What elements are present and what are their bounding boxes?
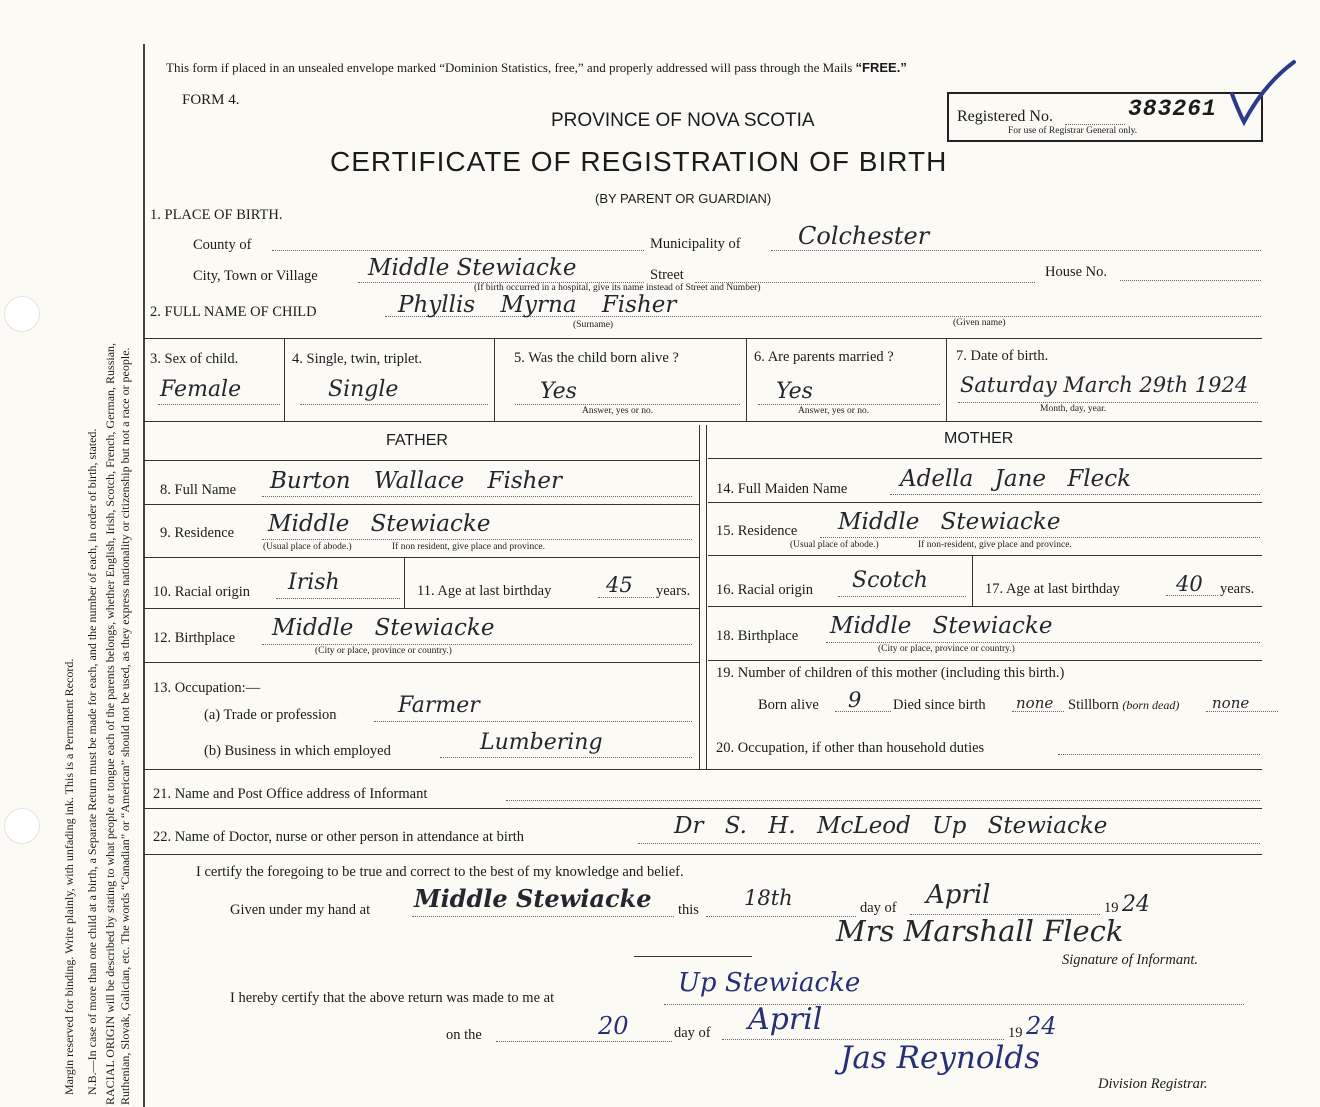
center-div-b	[706, 425, 707, 769]
father-birthplace-value: Middle Stewiacke	[272, 615, 495, 641]
stillborn-label	[1068, 697, 1179, 714]
father-name-dots	[262, 496, 692, 497]
married-answer-note: Answer, yes or no.	[798, 406, 870, 416]
certify-this-label: this	[678, 902, 699, 918]
father-occupation-label: 13. Occupation:—	[153, 680, 261, 696]
row22-bottom-line	[144, 854, 1262, 855]
given-place-value: Middle Stewiacke	[414, 884, 652, 913]
father-age-label: 11. Age at last birthday	[417, 583, 552, 599]
doctor-label: 22. Name of Doctor, nurse or other person in attendance at birth	[153, 829, 525, 845]
mother-row15-line	[708, 555, 1262, 556]
mother-residence-label: 15. Residence	[716, 523, 798, 539]
mother-age-label: 17. Age at last birthday	[985, 581, 1120, 597]
dob-value: Saturday March 29th 1924	[960, 373, 1249, 397]
alive-label: 5. Was the child born alive ?	[514, 350, 679, 366]
father-city-note: (City or place, province or country.)	[315, 646, 452, 656]
house-label: House No.	[1045, 264, 1108, 280]
registered-number: 383261	[1128, 96, 1217, 122]
certify-day-value: 18th	[744, 886, 793, 910]
city-label: City, Town or Village	[193, 268, 318, 284]
margin-note-1: Margin reserved for binding. Write plainly, with unfading ink. This is a Permanent Record.	[62, 658, 76, 1095]
stillborn-value: none	[1212, 694, 1250, 712]
sex-dots	[158, 404, 280, 405]
mother-years-label: years.	[1220, 581, 1255, 597]
child-name-value: Phyllis Myrna Fisher	[398, 292, 677, 318]
father-row8-line	[144, 504, 699, 505]
hospital-note: (If birth occurred in a hospital, give its name instead of Street and Number)	[474, 283, 761, 293]
father-head-line	[144, 460, 699, 461]
mother-head-line	[708, 458, 1262, 459]
alive-value: Yes	[540, 379, 577, 404]
mother-birthplace-label: 18. Birthplace	[716, 628, 799, 644]
municipality-dots	[771, 250, 1261, 251]
single-dots	[300, 404, 488, 405]
registrar-day-value: 20	[598, 1012, 629, 1040]
certify-year-prefix: 19	[1104, 900, 1119, 916]
alive-answer-note: Answer, yes or no.	[582, 406, 654, 416]
certify-year-value: 24	[1122, 892, 1150, 917]
born-alive-label: Born alive	[758, 697, 819, 713]
father-name-value: Burton Wallace Fisher	[270, 468, 563, 494]
informant-label: 21. Name and Post Office address of Informant	[153, 786, 428, 802]
punch-hole-bottom	[4, 808, 40, 844]
mother-racial-value: Scotch	[852, 568, 928, 593]
mail-notice	[166, 60, 907, 76]
registrar-year-value: 24	[1026, 1012, 1057, 1040]
father-residence-value: Middle Stewiacke	[268, 511, 491, 537]
mail-notice-text: This form if placed in an unsealed envelope marked “Dominion Statistics, free,” and properly addressed will pass through the Mails	[166, 60, 853, 75]
center-div-a	[699, 425, 700, 769]
registrar-statement: I hereby certify that the above return was made to me at	[230, 990, 555, 1006]
registrar-year-prefix: 19	[1008, 1025, 1023, 1041]
married-dots	[758, 404, 940, 405]
doctor-dots	[638, 843, 1260, 844]
mother-birthplace-dots	[826, 642, 1260, 643]
street-label: Street	[650, 267, 684, 283]
single-label: 4. Single, twin, triplet.	[292, 351, 423, 367]
row3-div-1	[284, 338, 285, 421]
row21-bottom-line	[144, 808, 1262, 809]
mother-racial-div	[972, 555, 973, 606]
dob-label: 7. Date of birth.	[956, 348, 1049, 364]
father-birthplace-label: 12. Birthplace	[153, 630, 236, 646]
mother-name-value: Adella Jane Fleck	[900, 466, 1132, 492]
father-row9-line	[144, 557, 699, 558]
punch-hole-top	[4, 296, 40, 332]
county-dots	[272, 250, 644, 251]
margin-note-2: N.B.—In case of more than one child at a birth, a Separate Return must be made for each, and the number of each, in order of birth, stated.	[85, 428, 99, 1095]
sex-value: Female	[160, 377, 242, 402]
father-abode-note: (Usual place of abode.)	[263, 542, 352, 552]
sex-label: 3. Sex of child.	[150, 351, 239, 367]
form-number: FORM 4.	[182, 92, 240, 108]
province-heading: PROVINCE OF NOVA SCOTIA	[551, 110, 815, 131]
dob-note: Month, day, year.	[1040, 404, 1107, 414]
mail-free: “FREE.”	[855, 60, 907, 75]
registered-dots	[1065, 124, 1125, 125]
mother-residence-value: Middle Stewiacke	[838, 509, 1061, 535]
child-name-label: 2. FULL NAME OF CHILD	[150, 304, 317, 320]
mother-racial-label: 16. Racial origin	[716, 582, 814, 598]
father-birthplace-dots	[262, 644, 692, 645]
mother-name-dots	[890, 494, 1260, 495]
mother-name-label: 14. Full Maiden Name	[716, 481, 848, 497]
row3-div-3	[746, 338, 747, 421]
municipality-label: Municipality of	[650, 236, 741, 252]
informant-signature-label: Signature of Informant.	[1062, 952, 1199, 968]
surname-note: (Surname)	[573, 320, 614, 330]
registrar-place-value: Up Stewiacke	[678, 968, 861, 998]
row3-bottom-line	[144, 421, 1262, 422]
certify-day-dots	[706, 916, 856, 917]
father-nonres-note: If non resident, give place and province.	[392, 542, 545, 552]
registrar-signature: Jas Reynolds	[840, 1040, 1041, 1076]
house-dots	[1120, 280, 1261, 281]
county-label: County of	[193, 237, 252, 253]
registrar-on-label: on the	[446, 1027, 482, 1043]
father-age-value: 45	[606, 573, 633, 597]
married-label: 6. Are parents married ?	[754, 349, 894, 365]
father-racial-label: 10. Racial origin	[153, 584, 251, 600]
father-trade-label: (a) Trade or profession	[204, 707, 337, 723]
registrar-day-dots	[496, 1041, 672, 1042]
place-of-birth-label: 1. PLACE OF BIRTH.	[150, 207, 283, 223]
single-value: Single	[328, 377, 399, 402]
dob-dots	[958, 402, 1258, 403]
father-business-dots	[440, 757, 692, 758]
row3-div-4	[946, 338, 947, 421]
died-label: Died since birth	[893, 697, 986, 713]
alive-dots	[515, 404, 740, 405]
father-business-value: Lumbering	[480, 730, 603, 755]
checkmark-icon	[1228, 58, 1300, 128]
city-value: Middle Stewiacke	[368, 255, 577, 281]
father-residence-dots	[262, 539, 692, 540]
row3-div-2	[494, 338, 495, 421]
informant-signature: Mrs Marshall Fleck	[836, 914, 1124, 948]
stillborn-text: Stillborn	[1068, 697, 1119, 713]
father-trade-value: Farmer	[398, 693, 480, 718]
informant-signature-line	[634, 956, 752, 957]
registrar-day-of-label: day of	[674, 1025, 711, 1041]
mother-city-note: (City or place, province or country.)	[878, 644, 1015, 654]
father-years-label: years.	[656, 583, 691, 599]
father-racial-dots	[276, 598, 400, 599]
certify-day-of-label: day of	[860, 900, 897, 916]
mother-row16-line	[708, 606, 1262, 607]
father-racial-div	[404, 557, 405, 608]
father-heading: FATHER	[386, 432, 448, 449]
mother-children-label: 19. Number of children of this mother (including this birth.)	[716, 665, 1065, 681]
certify-month-value: April	[926, 880, 991, 910]
mother-residence-dots	[820, 537, 1260, 538]
margin-note-3: RACIAL ORIGIN will be described by stating to what people or tongue each of the parents belongs, whether English, Irish, Scotch, French, German, Russian,	[103, 342, 117, 1105]
father-age-dots	[598, 597, 654, 598]
mother-birthplace-value: Middle Stewiacke	[830, 613, 1053, 639]
registrar-signature-label: Division Registrar.	[1098, 1076, 1208, 1092]
mother-racial-dots	[838, 596, 966, 597]
stillborn-note: (born dead)	[1122, 698, 1180, 712]
father-business-label: (b) Business in which employed	[204, 743, 391, 759]
registrar-month-value: April	[748, 1002, 823, 1037]
page-title: CERTIFICATE OF REGISTRATION OF BIRTH	[330, 146, 948, 177]
born-alive-value: 9	[848, 688, 862, 712]
father-row12-line	[144, 662, 699, 663]
certify-statement: I certify the foregoing to be true and correct to the best of my knowledge and belief.	[196, 864, 684, 880]
mother-age-value: 40	[1176, 572, 1203, 596]
mother-row14-line	[708, 502, 1262, 503]
municipality-value: Colchester	[798, 222, 930, 250]
doctor-value: Dr S. H. McLeod Up Stewiacke	[674, 813, 1108, 839]
binding-margin-line	[143, 44, 145, 1107]
informant-dots	[506, 800, 1260, 801]
given-label: Given under my hand at	[230, 902, 371, 918]
mother-heading: MOTHER	[944, 430, 1014, 447]
born-alive-dots	[835, 711, 891, 712]
father-name-label: 8. Full Name	[160, 482, 237, 498]
father-racial-value: Irish	[288, 570, 340, 595]
row20-bottom-line	[144, 769, 1262, 770]
given-name-note: (Given name)	[953, 318, 1006, 328]
mother-occupation-dots	[1058, 754, 1260, 755]
father-trade-dots	[374, 721, 692, 722]
mother-occupation-label: 20. Occupation, if other than household duties	[716, 740, 985, 756]
mother-row18-line	[708, 660, 1262, 661]
father-row10-line	[144, 608, 699, 609]
mother-abode-note: (Usual place of abode.)	[790, 540, 879, 550]
registered-label: Registered No.	[957, 108, 1053, 125]
page-subtitle: (BY PARENT OR GUARDIAN)	[595, 191, 772, 206]
mother-nonres-note: If non-resident, give place and province.	[918, 540, 1072, 550]
given-place-dots	[412, 916, 674, 917]
row3-top-line	[144, 338, 1262, 339]
margin-note-4: Ruthenian, Slovak, Galician, etc. The words “Canadian” or “American” should not be used, as they express nationality or citizenship but not a race or people.	[118, 347, 132, 1105]
married-value: Yes	[776, 379, 813, 404]
father-residence-label: 9. Residence	[160, 525, 235, 541]
registrar-note: For use of Registrar General only.	[1008, 126, 1138, 136]
died-value: none	[1016, 694, 1054, 712]
